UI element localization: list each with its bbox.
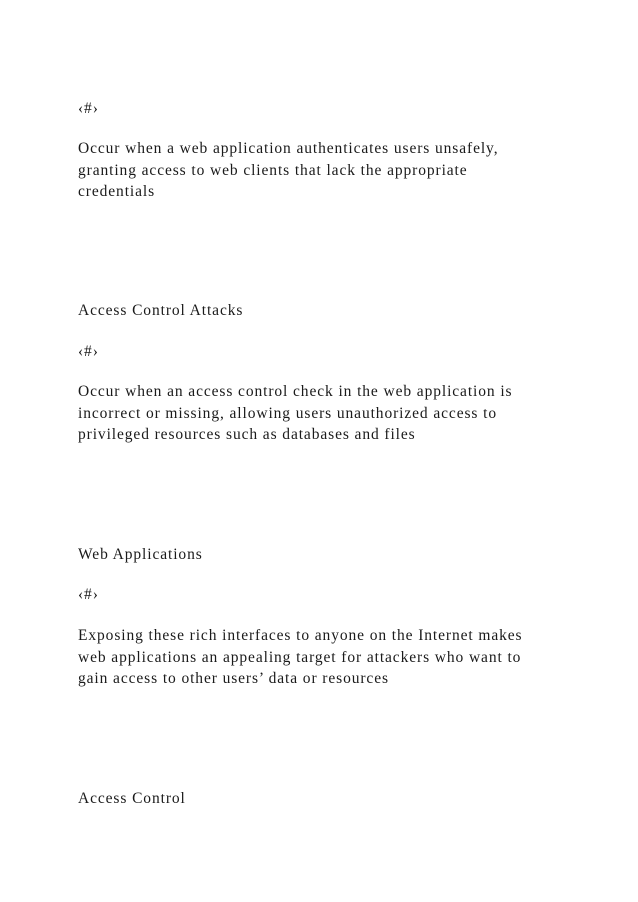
section-title: Web Applications: [78, 546, 203, 563]
paragraph-line: web applications an appealing target for attackers who want to: [78, 648, 522, 666]
slide-number-marker: ‹#›: [78, 343, 99, 360]
slide-number-marker: ‹#›: [78, 586, 99, 603]
paragraph-line: Occur when an access control check in the web application is: [78, 383, 513, 400]
paragraph-line: Exposing these rich interfaces to anyone on the Internet makes: [78, 627, 523, 644]
paragraph-line: incorrect or missing, allowing users unauthorized access to: [78, 404, 497, 422]
paragraph-line: granting access to web clients that lack the appropriate: [78, 161, 468, 179]
paragraph-line: Occur when a web application authenticates users unsafely,: [78, 140, 499, 157]
paragraph-line: privileged resources such as databases and files: [78, 426, 416, 443]
slide-number-marker: ‹#›: [78, 100, 99, 117]
paragraph: [78, 381, 598, 446]
section-title: Access Control Attacks: [78, 302, 244, 319]
paragraph: [78, 138, 598, 203]
section-title: Access Control: [78, 790, 186, 807]
paragraph: [78, 625, 598, 690]
paragraph-line: gain access to other users’ data or resources: [78, 670, 389, 687]
paragraph-line: credentials: [78, 183, 156, 200]
